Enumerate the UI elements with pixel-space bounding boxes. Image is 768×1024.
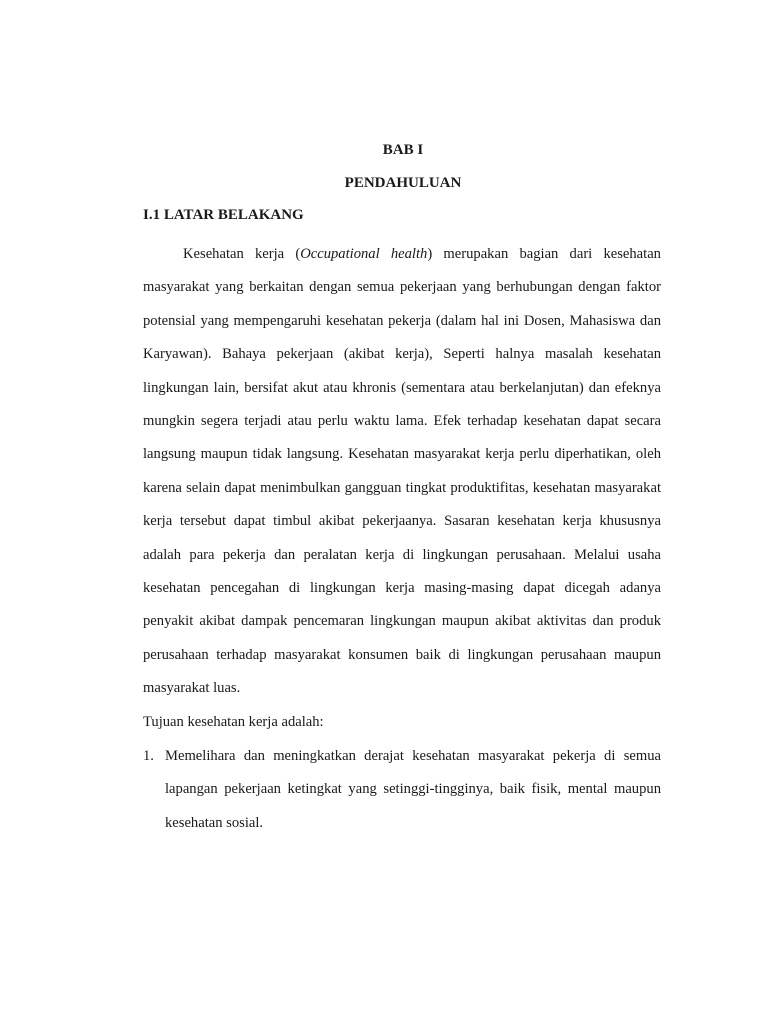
list-item-text: Memelihara dan meningkatkan derajat kesehatan masyarakat pekerja di semua lapangan pekerjaan ketingkat yang setinggi-tingginya, baik fisik, mental maupun kesehatan sosial. (165, 748, 661, 831)
purpose-label: Tujuan kesehatan kerja adalah: (143, 714, 324, 730)
section-heading: I.1 LATAR BELAKANG (143, 207, 304, 223)
chapter-number: BAB I (382, 142, 424, 158)
list-item-number: 1. (143, 748, 154, 764)
purpose-list (143, 740, 661, 840)
paragraph-lead: Kesehatan kerja ( (183, 246, 301, 262)
body-paragraph (143, 238, 661, 706)
list-item (143, 740, 661, 840)
paragraph-rest: ) merupakan bagian dari kesehatan masyarakat yang berkaitan dengan semua pekerjaan yang berhubungan dengan faktor potensial yang mempengaruhi kesehatan pekerja (dalam hal ini Dosen, Mahasiswa dan Karyawan). Bahaya pekerjaan (akibat kerja), Seperti halnya masalah kesehatan lingkungan lain, bersifat akut atau khronis (sementara atau berkelanjutan) dan efeknya mungkin segera terjadi atau perlu waktu lama. Efek terhadap kesehatan dapat secara langsung maupun tidak langsung. Kesehatan masyarakat kerja perlu diperhatikan, oleh karena selain dapat menimbulkan gangguan tingkat produktifitas, kesehatan masyarakat kerja tersebut dapat timbul akibat pekerjaanya. Sasaran kesehatan kerja khususnya adalah para pekerja dan peralatan kerja di lingkungan perusahaan. Melalui usaha kesehatan pencegahan di lingkungan kerja masing-masing dapat dicegah adanya penyakit akibat dampak pencemaran lingkungan maupun akibat aktivitas dan produk perusahaan terhadap masyarakat konsumen baik di lingkungan perusahaan maupun masyarakat luas. (143, 246, 661, 697)
italic-term: Occupational health (300, 246, 428, 262)
chapter-title: PENDAHULUAN (344, 175, 462, 191)
